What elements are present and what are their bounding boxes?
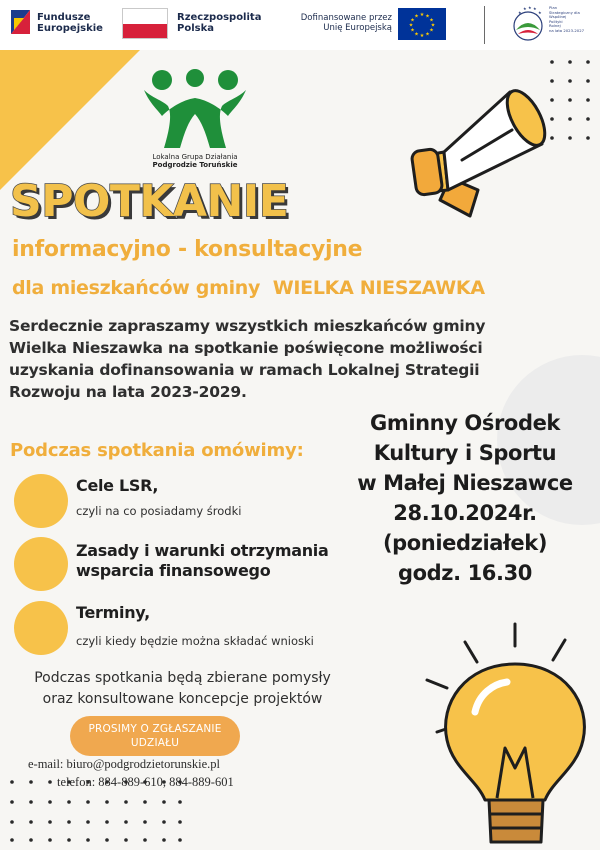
bullet-circle [14,601,68,655]
eu-funds-label: Fundusze Europejskie [37,12,103,34]
svg-text:★: ★ [430,22,436,29]
svg-text:★: ★ [533,6,537,11]
corner-triangle-decoration [0,50,140,190]
logo-divider [484,6,485,44]
svg-text:★: ★ [414,31,419,38]
svg-text:★: ★ [419,12,425,18]
contact-email[interactable]: e-mail: biuro@podgrodzietorunskie.pl [28,757,221,771]
eu-funds-icon [8,8,33,36]
ideas-note: Podczas spotkania będą zbierane pomysły oraz konsultowane koncepcje projektów [34,670,331,707]
agenda-item [14,537,359,597]
agenda-item-title: Zasady i warunki otrzymania wsparcia finansowego [76,541,329,580]
strategic-plan-icon [512,4,544,46]
venue-line: w Małej Nieszawce [357,471,573,495]
venue-line: Gminny Ośrodek [370,411,560,435]
subtitle: informacyjno - konsultacyjne [12,237,363,262]
agenda-item-description: czyli na co posiadamy środki [76,504,242,518]
agenda-item-title: Terminy, [76,603,150,622]
dots-decoration-top-right [548,58,592,144]
svg-text:★: ★ [528,5,532,10]
svg-text:★: ★ [523,6,527,11]
page-title: SPOTKANIE [10,176,289,227]
svg-text:★: ★ [419,33,425,39]
svg-text:★: ★ [410,27,415,34]
agenda-heading: Podczas spotkania omówimy: [10,440,304,461]
strategic-plan-label: Plan Strategiczny dla Wspólnej Polityki Rolnej na lata 2023-2027 [549,5,585,33]
lgd-logo-label: Lokalna Grupa Działania Podgrodzie Toruńskie [152,153,238,169]
lgd-figures-icon [140,68,250,152]
svg-text:★: ★ [429,17,434,24]
svg-text:★: ★ [408,22,414,29]
audience-line [12,277,485,299]
megaphone-icon [392,82,554,244]
bullet-circle [14,537,68,591]
event-date: 28.10.2024r. [393,501,537,525]
event-time: godz. 16.30 [397,561,533,585]
agenda-item-title: Cele LSR, [76,476,159,495]
event-weekday: (poniedziałek) [382,531,548,555]
register-button[interactable]: PROSIMY O ZGŁASZANIE UDZIAŁU [70,716,240,756]
svg-text:★: ★ [425,13,430,20]
agenda-item [14,474,359,534]
svg-text:★: ★ [425,31,430,38]
intro-paragraph: Serdecznie zapraszamy wszystkich mieszkańców gminy Wielka Nieszawka na spotkanie poświęcone możliwości uzyskania dofinansowania w ramach Lokalnej Strategii Rozwoju na lata 2023-2029. [9,317,486,401]
svg-text:★: ★ [410,17,415,24]
audience-prefix: dla mieszkańców gminy [12,277,261,299]
venue-line: Kultury i Sportu [373,441,557,465]
eu-flag-icon [398,8,446,40]
cofinanced-label: Dofinansowane przez Unię Europejską [300,13,392,33]
agenda-item [14,601,359,661]
contact-phone[interactable]: telefon: 884-889-610, 884-889-601 [57,775,234,789]
light-bulb-icon [425,622,600,850]
venue-block [330,408,600,588]
svg-text:★: ★ [429,27,434,34]
poland-label: Rzeczpospolita Polska [177,12,262,34]
svg-text:★: ★ [414,13,419,20]
bullet-circle [14,474,68,528]
poland-flag-icon [122,8,168,39]
svg-text:★: ★ [518,10,522,15]
municipality-name: WIELKA NIESZAWKA [272,277,485,299]
agenda-item-description: czyli kiedy będzie można składać wnioski [76,634,314,648]
svg-text:★: ★ [538,10,542,15]
